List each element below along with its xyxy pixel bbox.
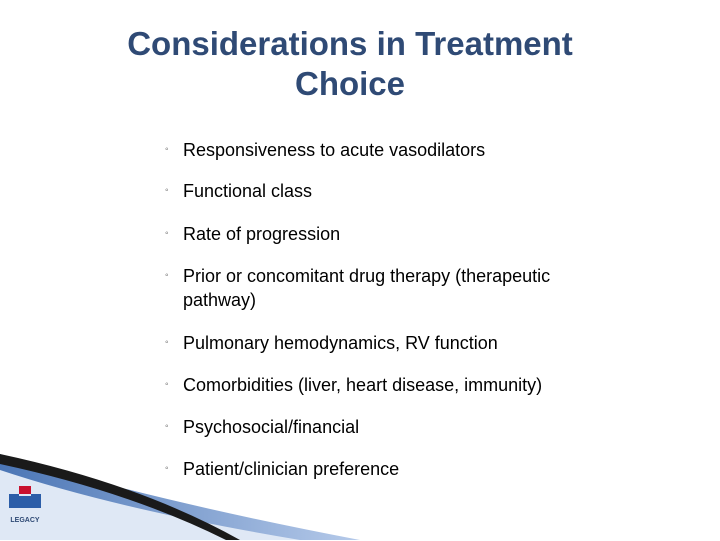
bullet-text: Functional class (183, 181, 313, 201)
bullet-text: Rate of progression (183, 224, 341, 244)
bullet-text: Comorbidities (liver, heart disease, immunity) (183, 375, 543, 395)
slide-title-line-1: Considerations in Treatment (127, 25, 573, 62)
bullet-text: Patient/clinician preference (183, 459, 400, 479)
bullet-text: Prior or concomitant drug therapy (therapeutic (183, 266, 551, 286)
logo-blue-block-center (19, 496, 31, 508)
logo-wordmark: LEGACY (10, 517, 40, 524)
bullet-item (163, 373, 633, 397)
bullet-text: Responsiveness to acute vasodilators (183, 140, 486, 160)
bullet-marker-icon: ◦ (165, 185, 169, 196)
bullet-item (163, 179, 633, 203)
bullet-item (163, 264, 633, 312)
logo-blue-block-left (9, 494, 19, 508)
bullet-item (163, 138, 633, 162)
slide-title (60, 24, 640, 104)
bullet-item (163, 222, 633, 246)
slide-title-line-2: Choice (294, 65, 406, 102)
bullet-marker-icon: ◦ (165, 421, 169, 432)
bullet-text: Psychosocial/financial (183, 417, 360, 437)
logo-red-block (19, 486, 31, 494)
bullet-item (163, 415, 633, 439)
bullet-marker-icon: ◦ (165, 337, 169, 348)
legacy-health-logo-icon (7, 484, 43, 536)
bullet-marker-icon: ◦ (165, 228, 169, 239)
logo-blue-block-right (31, 494, 41, 508)
bullet-text: Pulmonary hemodynamics, RV function (183, 333, 498, 353)
bullet-item (163, 331, 633, 355)
bullet-marker-icon: ◦ (165, 144, 169, 155)
bullet-marker-icon: ◦ (165, 270, 169, 281)
bullet-marker-icon: ◦ (165, 463, 169, 474)
bullet-text-continuation: pathway) (183, 290, 257, 310)
legacy-logo (7, 484, 43, 536)
corner-swoosh-decoration (0, 440, 360, 540)
bullet-marker-icon: ◦ (165, 379, 169, 390)
